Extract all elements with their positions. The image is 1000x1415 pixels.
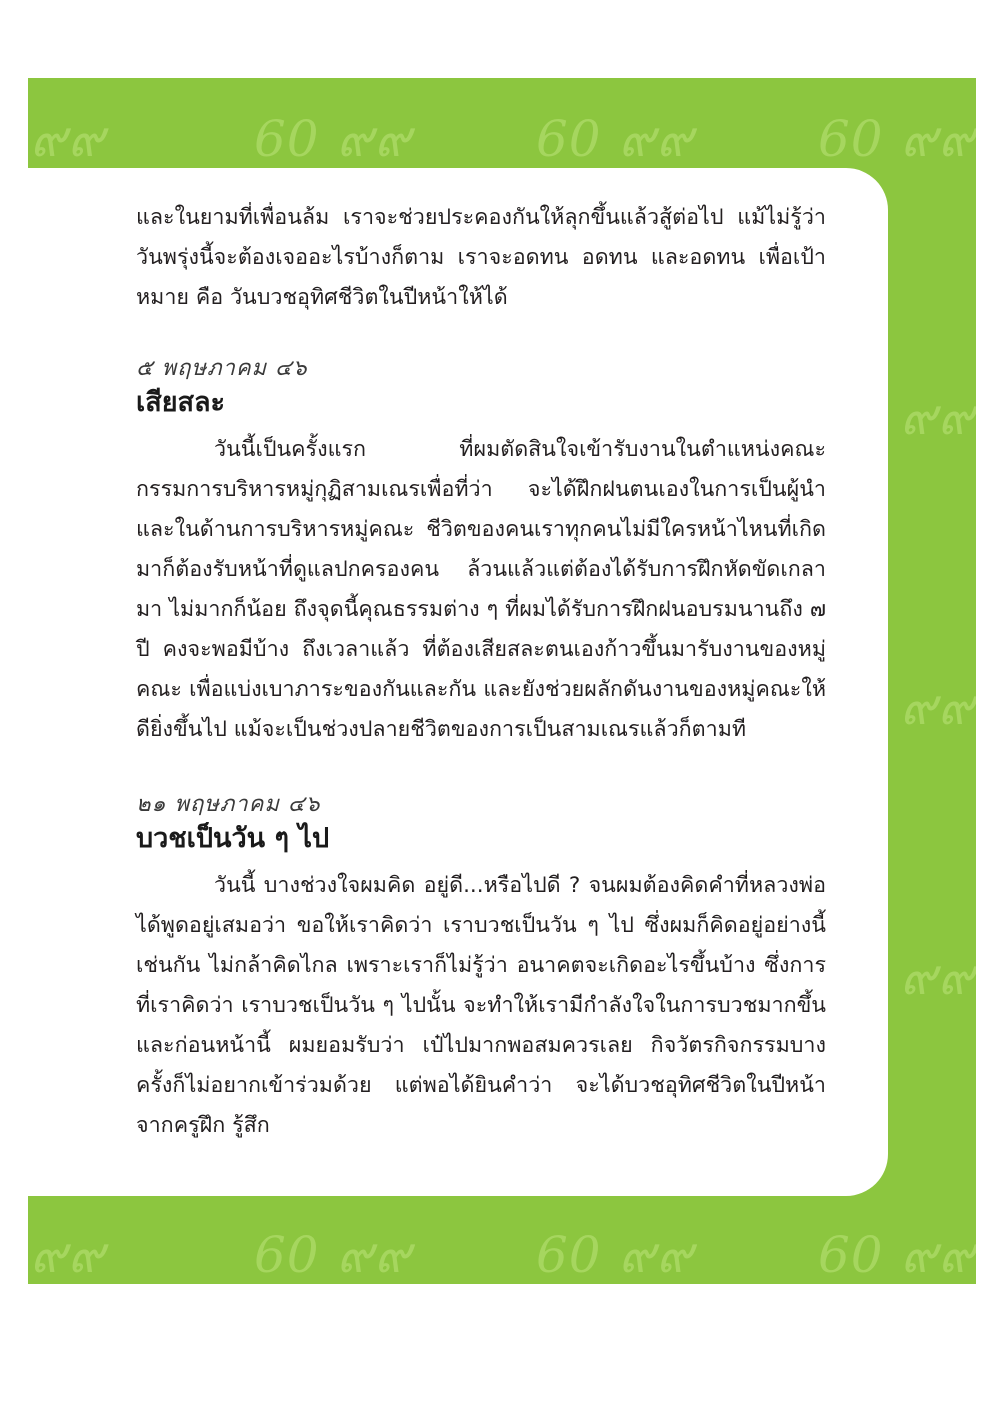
page-content	[136, 198, 826, 1146]
watermark-logo: ๙๙	[900, 948, 976, 1006]
watermark-logo: 60 ๙๙	[536, 1226, 694, 1284]
watermark-logo: ๙๙	[900, 678, 976, 736]
entry-body: วันนี้เป็นครั้งแรก ที่ผมตัดสินใจเข้ารับงานในตำแหน่งคณะกรรมการบริหารหมู่กุฏิสามเณรเพื่อที่ว่า จะได้ฝึกฝนตนเองในการเป็นผู้นำ และในด้านการบริหารหมู่คณะ ชีวิตของคนเราทุกคนไม่มีใครหน้าไหนที่เกิดมาก็ต้องรับหน้าที่ดูแลปกครองคน ล้วนแล้วแต่ต้องได้รับการฝึกหัดขัดเกลามา ไม่มากก็น้อย ถึงจุดนี้คุณธรรมต่าง ๆ ที่ผมได้รับการฝึกฝนอบรมนานถึง ๗ ปี คงจะพอมีบ้าง ถึงเวลาแล้ว ที่ต้องเสียสละตนเองก้าวขึ้นมารับงานของหมู่คณะ เพื่อแบ่งเบาภาระของกันและกัน และยังช่วยผลักดันงานของหมู่คณะให้ดียิ่งขึ้นไป แม้จะเป็นช่วงปลายชีวิตของการเป็นสามเณรแล้วก็ตามที	[136, 437, 826, 742]
entry-date: ๒๑ พฤษภาคม ๔๖	[136, 792, 321, 817]
intro-paragraph: และในยามที่เพื่อนล้ม เราจะช่วยประคองกันให้ลุกขึ้นแล้วสู้ต่อไป แม้ไม่รู้ว่าวันพรุ่งนี้จะต้องเจออะไรบ้างก็ตาม เราจะอดทน อดทน และอดทน เพื่อเป้าหมาย คือ วันบวชอุทิศชีวิตในปีหน้าให้ได้	[136, 205, 826, 310]
entry-body: วันนี้ บางช่วงใจผมคิด อยู่ดี...หรือไปดี ? จนผมต้องคิดคำที่หลวงพ่อได้พูดอยู่เสมอว่า ขอให้เราคิดว่า เราบวชเป็นวัน ๆ ไป ซึ่งผมก็คิดอยู่อย่างนี้เช่นกัน ไม่กล้าคิดไกล เพราะเราก็ไม่รู้ว่า อนาคตจะเกิดอะไรขึ้นบ้าง ซึ่งการที่เราคิดว่า เราบวชเป็นวัน ๆ ไปนั้น จะทำให้เรามีกำลังใจในการบวชมากขึ้น และก่อนหน้านี้ ผมยอมรับว่า เป๋ไปมากพอสมควรเลย กิจวัตรกิจกรรมบางครั้งก็ไม่อยากเข้าร่วมด้วย แต่พอได้ยินคำว่า จะได้บวชอุทิศชีวิตในปีหน้าจากครูฝึก รู้สึก	[136, 873, 826, 1138]
watermark-logo: 60 ๙๙	[536, 110, 694, 168]
watermark-logo: 60 ๙๙	[818, 110, 976, 168]
watermark-logo: ๙๙	[900, 388, 976, 446]
entry-title: บวชเป็นวัน ๆ ไป	[136, 823, 330, 854]
watermark-logo: 60 ๙๙	[254, 110, 412, 168]
watermark-logo: 60 ๙๙	[254, 1226, 412, 1284]
watermark-logo: ๙๙	[30, 1226, 106, 1284]
entry-date: ๕ พฤษภาคม ๔๖	[136, 356, 308, 381]
entry-title: เสียสละ	[136, 387, 226, 418]
watermark-logo: ๙๙	[30, 110, 106, 168]
watermark-logo: 60 ๙๙	[818, 1226, 976, 1284]
